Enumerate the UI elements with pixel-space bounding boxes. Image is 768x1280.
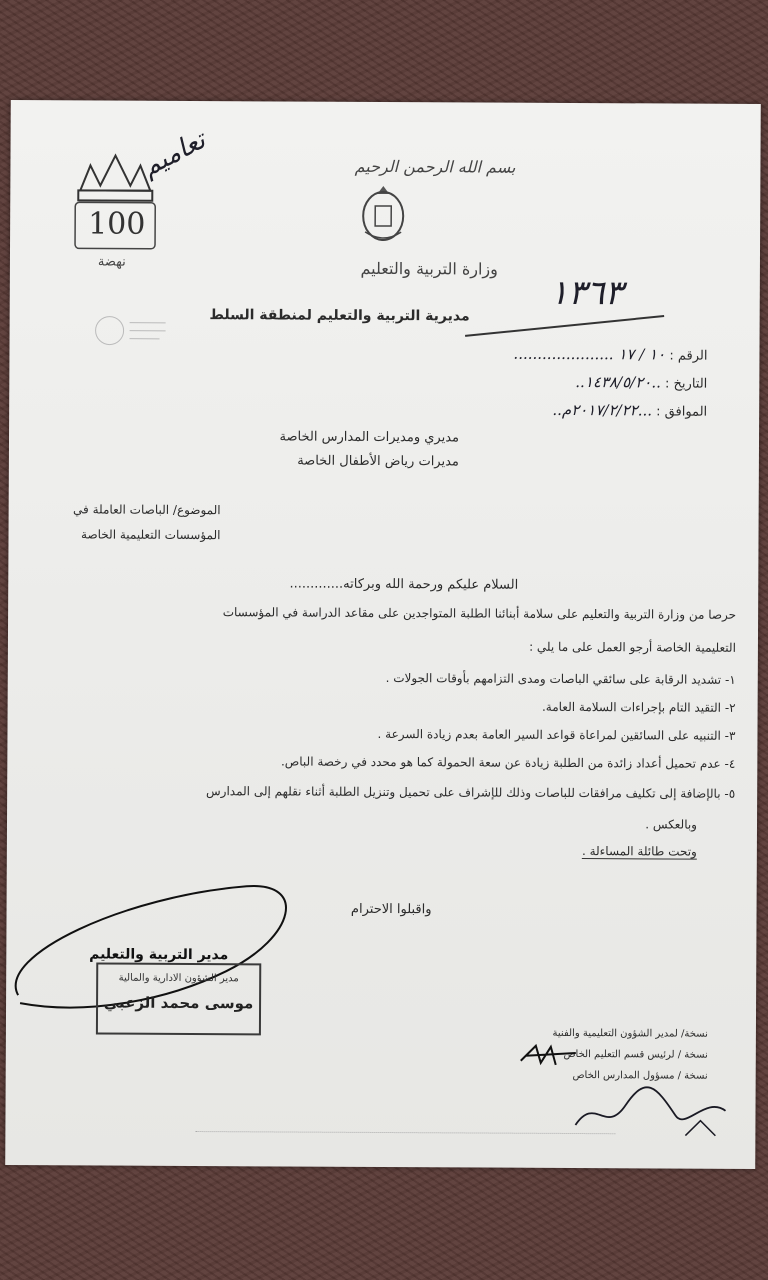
reference-number-value: ١٠ / ١٧ ..................... <box>513 344 666 364</box>
centennial-number: 100 <box>88 206 146 242</box>
item-4: ٤- عدم تحميل أعداد زائدة من الطلبة زيادة عن سعة الحمولة كما هو محدد في رخصة الباص. <box>280 754 736 771</box>
basmala: بسم الله الرحمن الرحيم <box>354 156 516 177</box>
reference-date-label: التاريخ : <box>665 376 708 392</box>
item-3: ٣- التنبيه على السائقين لمراعاة قواعد السير العامة بعدم زيادة السرعة . <box>377 726 736 743</box>
recipient-1: مديري ومديرات المدارس الخاصة <box>279 429 460 446</box>
stamp-line-2: موسى محمد الزعبي <box>103 993 254 1013</box>
faint-stamp-icon <box>89 310 169 350</box>
reference-corresponding-value: ...٢٠١٧/٢/٢٢م.. <box>552 400 653 420</box>
recipient-2: مديرات رياض الأطفال الخاصة <box>297 453 459 470</box>
handwritten-initials-icon <box>516 1041 586 1071</box>
item-5-continuation: وبالعكس . <box>645 817 698 832</box>
reference-date <box>575 373 707 392</box>
reference-corresponding-label: الموافق : <box>656 404 708 420</box>
item-1: ١- تشديد الرقابة على سائقي الباصات ومدى التزامهم بأوقات الجولات . <box>385 671 736 687</box>
reference-date-value: ..١٤٣٨/٥/٢٠.. <box>575 373 661 392</box>
intro-line-1: حرصا من وزارة التربية والتعليم على سلامة أبنائنا الطلبة المتواجدين على مقاعد الدراسة في المؤسسات <box>222 605 737 622</box>
copy-2: نسخة / لرئيس قسم التعليم الخاص <box>563 1048 708 1061</box>
closing-line: واقبلوا الاحترام <box>350 901 432 918</box>
greeting: السلام عليكم ورحمة الله وبركاته............. <box>289 576 519 593</box>
directorate-name: مديرية التربية والتعليم لمنطقة السلط <box>209 307 470 325</box>
official-stamp <box>96 963 261 1036</box>
handwritten-number: ١٣٦٣ <box>549 272 623 314</box>
accountability-line: وتحت طائلة المساءلة . <box>581 844 697 859</box>
copy-1: نسخة/ لمدير الشؤون التعليمية والفنية <box>552 1027 708 1040</box>
item-5: ٥- بالإضافة إلى تكليف مرافقات للباصات وذلك للإشراف على تحميل وتنزيل الطلبة أثناء نقلهم إلى المدارس <box>205 784 736 801</box>
directorate-underline <box>465 315 664 337</box>
reference-corresponding <box>552 401 707 420</box>
handwritten-signature-icon <box>565 1075 745 1146</box>
handwritten-corner-note: تعاميم <box>137 125 211 183</box>
jordan-coat-of-arms-icon <box>355 182 411 244</box>
reference-number <box>513 345 707 364</box>
stamp-line-1: مدير الشؤون الادارية والمالية <box>118 972 239 985</box>
document-page <box>5 100 761 1169</box>
ministry-name: وزارة التربية والتعليم <box>360 258 498 279</box>
reference-number-label: الرقم : <box>669 348 708 364</box>
subject-line-1: الموضوع/ الباصات العاملة في <box>73 502 221 518</box>
centennial-caption: نهضة <box>97 254 126 270</box>
intro-line-2: التعليمية الخاصة أرجو العمل على ما يلي : <box>529 639 736 655</box>
copy-3: نسخة / مسؤول المدارس الخاص <box>572 1069 708 1082</box>
footer-line <box>195 1131 615 1134</box>
signature-title: مدير التربية والتعليم <box>89 946 229 964</box>
subject-line-2: المؤسسات التعليمية الخاصة <box>80 527 221 543</box>
item-2: ٢- التقيد التام بإجراءات السلامة العامة. <box>541 699 736 715</box>
